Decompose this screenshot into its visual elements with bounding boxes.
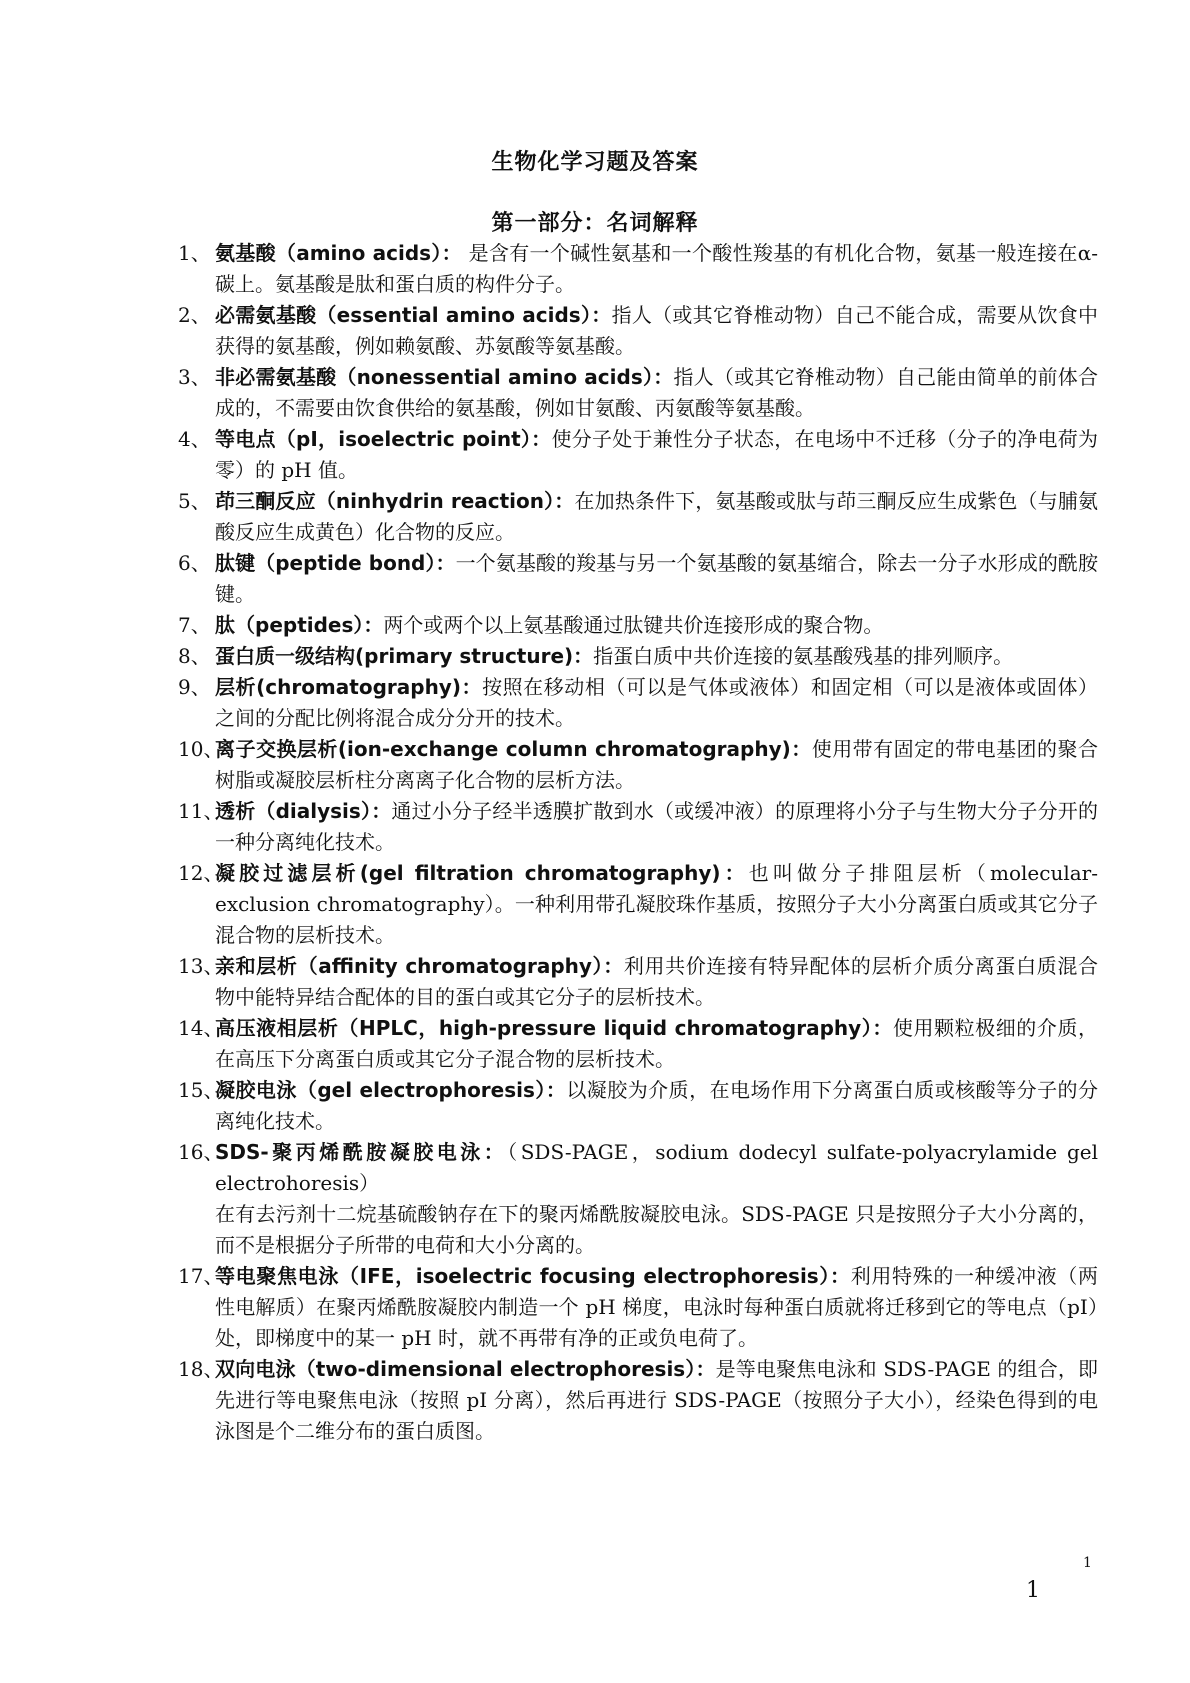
entry-definition: 也叫做分子排阻层析（molecular-exclusion chromatography）。一种利用带孔凝胶珠作基质，按照分子大小分离蛋白质或其它分子混合物的层析技术。 <box>215 861 1098 947</box>
entry-definition: 指人（或其它脊椎动物）自己能由简单的前体合成的，不需要由饮食供给的氨基酸，例如甘氨酸、丙氨酸等氨基酸。 <box>215 365 1099 420</box>
document-title: 生物化学习题及答案 <box>491 150 699 175</box>
entry-number: 4、 <box>178 427 211 451</box>
glossary-entry <box>178 238 1098 300</box>
glossary-entry <box>178 424 1098 486</box>
entry-term: 透析（dialysis）： <box>215 799 392 823</box>
glossary-entry <box>178 858 1098 951</box>
entry-definition: 两个或两个以上氨基酸通过肽键共价连接形成的聚合物。 <box>383 613 884 637</box>
glossary-entry <box>178 300 1098 362</box>
entry-number: 13、 <box>178 954 224 978</box>
page-number-small: 1 <box>1083 1555 1092 1571</box>
entry-definition: 通过小分子经半透膜扩散到水（或缓冲液）的原理将小分子与生物大分子分开的一种分离纯化技术。 <box>215 799 1098 854</box>
entry-term: 凝胶电泳（gel electrophoresis）： <box>215 1078 567 1102</box>
entry-number: 9、 <box>178 675 211 699</box>
entry-term: 茚三酮反应（ninhydrin reaction）： <box>215 489 575 513</box>
entry-number: 10、 <box>178 737 224 761</box>
entry-number: 18、 <box>178 1357 224 1381</box>
entry-number: 3、 <box>178 365 211 389</box>
entry-definition: 使用颗粒极细的介质，在高压下分离蛋白质或其它分子混合物的层析技术。 <box>215 1016 1099 1071</box>
glossary-entry <box>178 486 1098 548</box>
glossary-entry <box>178 1013 1098 1075</box>
entry-number: 8、 <box>178 644 211 668</box>
glossary-entry <box>178 641 1098 672</box>
page-number: 1 <box>1026 1578 1040 1603</box>
entry-definition: 是含有一个碱性氨基和一个酸性羧基的有机化合物，氨基一般连接在α-碳上。氨基酸是肽和蛋白质的构件分子。 <box>215 241 1098 296</box>
entry-term: 等电聚焦电泳（IFE，isoelectric focusing electrophoresis）： <box>215 1264 851 1288</box>
entry-term: SDS-聚丙烯酰胺凝胶电泳： <box>215 1140 508 1164</box>
entry-definition: 利用共价连接有特异配体的层析介质分离蛋白质混合物中能特异结合配体的目的蛋白或其它分子的层析技术。 <box>215 954 1099 1009</box>
entry-definition: 是等电聚焦电泳和 SDS-PAGE 的组合，即先进行等电聚焦电泳（按照 pI 分离），然后再进行 SDS-PAGE（按照分子大小），经染色得到的电泳图是个二维分布的蛋白质图。 <box>215 1357 1098 1443</box>
entry-term: 肽键（peptide bond）： <box>215 551 456 575</box>
entry-definition: 指蛋白质中共价连接的氨基酸残基的排列顺序。 <box>593 644 1014 668</box>
entry-term: 非必需氨基酸（nonessential amino acids）： <box>215 365 674 389</box>
glossary-entry <box>178 548 1098 610</box>
glossary-entry <box>178 672 1098 734</box>
entry-number: 1、 <box>178 241 211 265</box>
entry-definition: 使用带有固定的带电基团的聚合树脂或凝胶层析柱分离离子化合物的层析方法。 <box>215 737 1098 792</box>
glossary-entry <box>178 1137 1098 1261</box>
entry-number: 12、 <box>178 861 224 885</box>
entry-number: 6、 <box>178 551 211 575</box>
entry-definition: 指人（或其它脊椎动物）自己不能合成，需要从饮食中获得的氨基酸，例如赖氨酸、苏氨酸等氨基酸。 <box>215 303 1099 358</box>
entry-definition: 以凝胶为介质，在电场作用下分离蛋白质或核酸等分子的分离纯化技术。 <box>215 1078 1099 1133</box>
entry-term: 离子交换层析(ion-exchange column chromatography)： <box>215 737 812 761</box>
entry-term: 肽（peptides）： <box>215 613 384 637</box>
glossary-list <box>178 238 1098 1447</box>
entry-number: 11、 <box>178 799 224 823</box>
entry-number: 15、 <box>178 1078 224 1102</box>
entry-term: 等电点（pI，isoelectric point）： <box>215 427 552 451</box>
entry-definition: （SDS-PAGE，sodium dodecyl sulfate-polyacrylamide gel electrohoresis） <box>215 1140 1098 1195</box>
entry-number: 17、 <box>178 1264 224 1288</box>
glossary-entry <box>178 734 1098 796</box>
entry-number: 16、 <box>178 1140 224 1164</box>
glossary-entry <box>178 951 1098 1013</box>
entry-definition: 按照在移动相（可以是气体或液体）和固定相（可以是液体或固体）之间的分配比例将混合成分分开的技术。 <box>215 675 1098 730</box>
entry-definition: 一个氨基酸的羧基与另一个氨基酸的氨基缩合，除去一分子水形成的酰胺键。 <box>215 551 1098 606</box>
glossary-entry <box>178 610 1098 641</box>
glossary-entry <box>178 1075 1098 1137</box>
entry-term: 凝胶过滤层析(gel filtration chromatography)： <box>215 861 749 885</box>
entry-number: 5、 <box>178 489 211 513</box>
glossary-entry <box>178 796 1098 858</box>
glossary-entry <box>178 1261 1098 1354</box>
entry-term: 蛋白质一级结构(primary structure)： <box>215 644 594 668</box>
entry-definition: 在加热条件下，氨基酸或肽与茚三酮反应生成紫色（与脯氨酸反应生成黄色）化合物的反应。 <box>215 489 1098 544</box>
glossary-entry <box>178 362 1098 424</box>
entry-number: 7、 <box>178 613 211 637</box>
entry-term: 必需氨基酸（essential amino acids）： <box>215 303 612 327</box>
entry-term: 高压液相层析（HPLC，high-pressure liquid chromatography）： <box>215 1016 893 1040</box>
glossary-entry <box>178 1354 1098 1447</box>
entry-definition-continued: 在有去污剂十二烷基硫酸钠存在下的聚丙烯酰胺凝胶电泳。SDS-PAGE 只是按照分子大小分离的，而不是根据分子所带的电荷和大小分离的。 <box>215 1202 1098 1257</box>
entry-definition: 利用特殊的一种缓冲液（两性电解质）在聚丙烯酰胺凝胶内制造一个 pH 梯度，电泳时每种蛋白质就将迁移到它的等电点（pI）处，即梯度中的某一 pH 时，就不再带有净的正或负电荷了。 <box>215 1264 1099 1350</box>
entry-term: 层析(chromatography)： <box>215 675 483 699</box>
entry-term: 亲和层析（affinity chromatography）： <box>215 954 624 978</box>
entry-term: 双向电泳（two-dimensional electrophoresis）： <box>215 1357 716 1381</box>
entry-number: 2、 <box>178 303 211 327</box>
section-heading: 第一部分：名词解释 <box>491 211 699 236</box>
entry-definition: 使分子处于兼性分子状态，在电场中不迁移（分子的净电荷为零）的 pH 值。 <box>215 427 1099 482</box>
entry-number: 14、 <box>178 1016 224 1040</box>
entry-term: 氨基酸（amino acids）： <box>215 241 462 265</box>
